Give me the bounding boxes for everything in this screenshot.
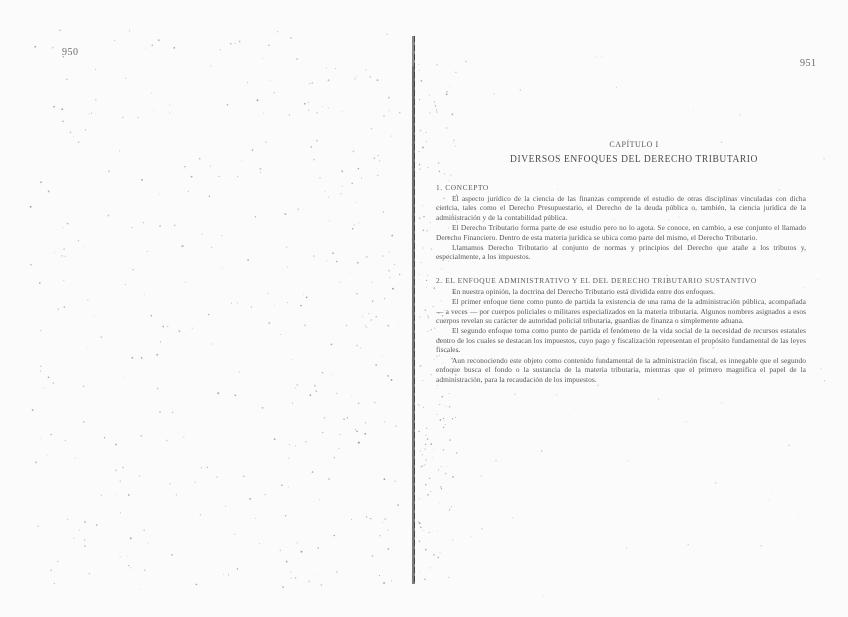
paragraph: Aun reconociendo este objeto como contenido fundamental de la administración fiscal, es innegable que el segundo enfoque busca el fondo o la sustancia de la materia tributaria, mientras que el primero magnifica el papel de la administración, para la recaudación de los impuestos. xyxy=(436,355,806,384)
left-page-number: 950 xyxy=(62,47,79,58)
right-page-text xyxy=(436,140,806,385)
gutter-shadow xyxy=(414,36,415,584)
paragraph: El aspecto jurídico de la ciencia de las finanzas comprende el estudio de otras disciplinas vinculadas con dicha ciencia, tales como el Derecho Presupuestario, el Derecho de la deuda pública o, también, la ciencia jurídica de la administración y de la contabilidad pública. xyxy=(436,194,806,222)
paragraph: En nuestra opinión, la doctrina del Derecho Tributario está dividida entre dos enfoques. xyxy=(452,286,716,296)
paragraph: El Derecho Tributario forma parte de ese estudio pero no lo agota. Se conoce, en cambio, a ese conjunto el llamado Derecho Financiero. Dentro de esta materia jurídica se ubica como parte del mismo, el Derecho Tributario. xyxy=(436,223,806,242)
section-concepto xyxy=(436,183,806,262)
chapter-label: CAPÍTULO I xyxy=(609,140,659,149)
section-heading: 2. EL ENFOQUE ADMINISTRATIVO Y EL DEL DERECHO TRIBUTARIO SUSTANTIVO xyxy=(436,275,757,285)
section-enfoques xyxy=(436,276,806,384)
right-page-number: 951 xyxy=(800,58,817,69)
paragraph: El segundo enfoque toma como punto de partida el fenómeno de la vida social de la necesidad de recursos estatales dentro de los cuales se destacan los impuestos, cuyo pago y fiscalización representan el propósito fundamental de las leyes fiscales. xyxy=(436,326,806,355)
paragraph: El primer enfoque tiene como punto de partida la existencia de una rama de la administración pública, acompañada — a veces — por cuerpos policiales o militares especializados en la materia tributaria. Algunos nombres asignados a esos cuerpos revelan su carácter de autoridad policial tributaria, guardias de finanza o simplemente aduana. xyxy=(436,297,806,326)
chapter-title: DIVERSOS ENFOQUES DEL DERECHO TRIBUTARIO xyxy=(510,154,758,165)
section-heading: 1. CONCEPTO xyxy=(436,183,489,192)
paragraph: Llamamos Derecho Tributario al conjunto de normas y principios del Derecho que atañe a los tributos y, especialmente, a los impuestos. xyxy=(436,243,806,262)
